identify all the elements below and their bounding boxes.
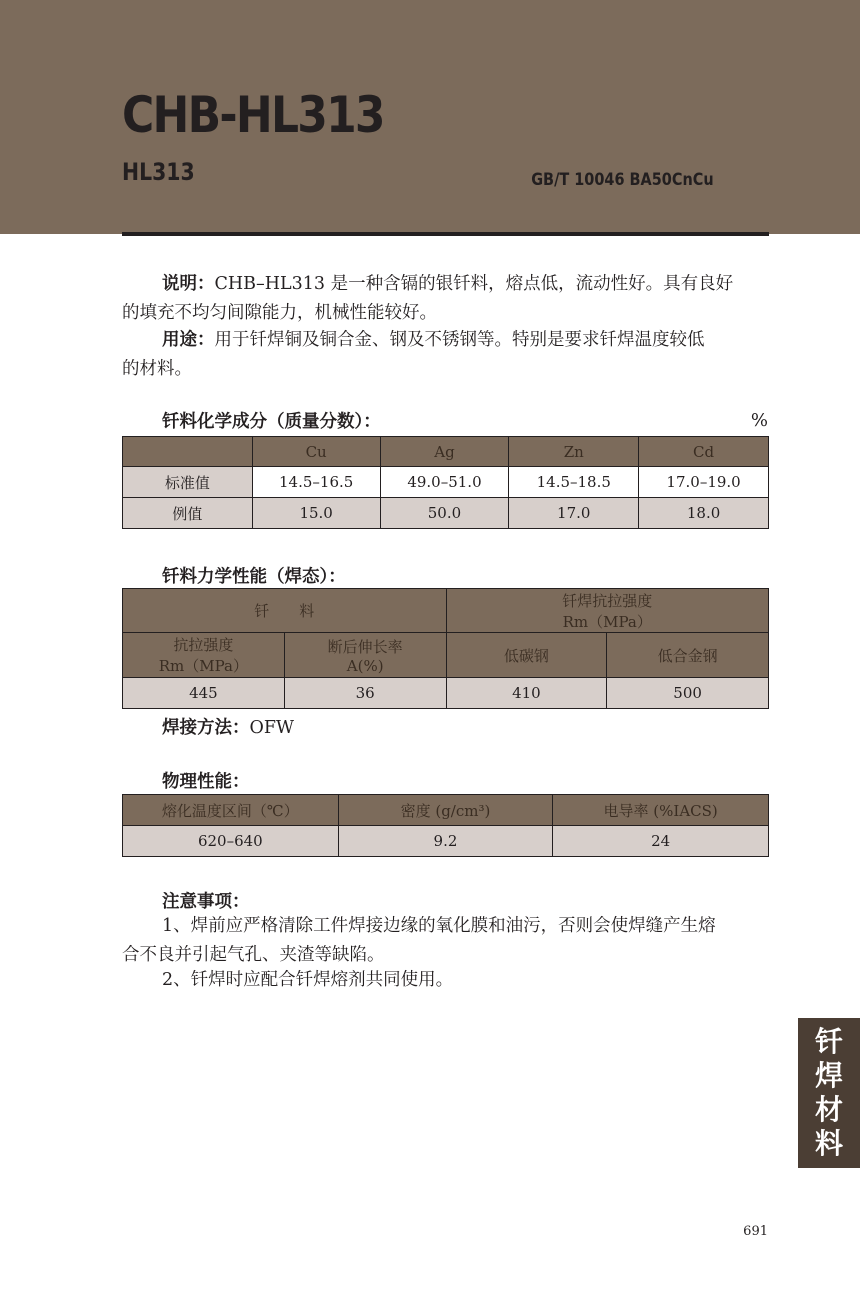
description-text-2: 的填充不均匀间隙能力，机械性能较好。 <box>122 303 437 323</box>
chemistry-cell: 14.5–16.5 <box>252 467 380 498</box>
side-tab-char: 料 <box>814 1127 843 1160</box>
welding-value: OFW <box>249 718 294 738</box>
mechanical-group-brazed <box>446 589 768 633</box>
description-text-1: CHB–HL313 是一种含镉的银钎料，熔点低，流动性好。具有良好 <box>214 274 734 294</box>
notes-item-2-text: 2、钎焊时应配合钎焊熔剂共同使用。 <box>162 970 454 990</box>
physical-cell: 620–640 <box>123 826 339 857</box>
chemistry-cell: 15.0 <box>252 498 380 529</box>
mechanical-header-low-carbon: 低碳钢 <box>446 633 607 678</box>
physical-table <box>122 794 769 857</box>
mechanical-title: 钎料力学性能（焊态）： <box>162 567 346 587</box>
mechanical-header-low-alloy: 低合金钢 <box>607 633 769 678</box>
standard-code: GB/T 10046 BA50CnCu <box>531 170 714 190</box>
chemistry-header-ag: Ag <box>380 437 509 467</box>
mechanical-header-tensile <box>123 633 285 678</box>
notes-title: 注意事项： <box>162 892 250 912</box>
physical-title: 物理性能： <box>162 772 250 792</box>
chemistry-table <box>122 436 769 529</box>
mechanical-cell: 500 <box>607 678 769 709</box>
mechanical-table <box>122 588 769 709</box>
chemistry-unit: % <box>750 410 768 431</box>
chemistry-cell: 50.0 <box>380 498 509 529</box>
mechanical-cell: 36 <box>284 678 446 709</box>
notes-item-1 <box>122 912 769 970</box>
physical-cell: 9.2 <box>338 826 553 857</box>
side-tab-char: 材 <box>814 1093 843 1126</box>
usage-label: 用途： <box>162 330 215 350</box>
chemistry-title: 钎料化学成分（质量分数）： <box>162 412 381 432</box>
notes-item-1-line2: 合不良并引起气孔、夹渣等缺陷。 <box>122 945 385 965</box>
chemistry-row-label: 例值 <box>123 498 253 529</box>
chemistry-header-cu: Cu <box>252 437 380 467</box>
physical-header-conductivity: 电导率 (%IACS) <box>553 795 769 826</box>
chemistry-header-zn: Zn <box>509 437 639 467</box>
mechanical-header-tensile-line2: Rm（MPa） <box>158 657 249 675</box>
physical-cell: 24 <box>553 826 769 857</box>
product-subtitle: HL313 <box>122 158 195 186</box>
chemistry-row-label: 标准值 <box>123 467 253 498</box>
description-paragraph <box>122 270 769 328</box>
mechanical-cell: 445 <box>123 678 285 709</box>
header-rule <box>122 232 769 236</box>
welding-method <box>162 714 294 739</box>
mechanical-header-elongation <box>284 633 446 678</box>
notes-item-2 <box>122 966 769 995</box>
welding-label: 焊接方法： <box>162 718 250 738</box>
mechanical-header-tensile-line1: 抗拉强度 <box>173 636 234 654</box>
page-number: 691 <box>743 1224 768 1239</box>
notes-item-1-line1: 1、焊前应严格清除工件焊接边缘的氧化膜和油污，否则会使焊缝产生熔 <box>162 916 716 936</box>
product-title: CHB-HL313 <box>122 86 384 144</box>
mechanical-group-brazed-line1: 钎焊抗拉强度 <box>562 591 653 610</box>
chemistry-cell: 17.0 <box>509 498 639 529</box>
chemistry-header-blank <box>123 437 253 467</box>
mechanical-group-filler: 钎 料 <box>123 589 447 633</box>
chemistry-header-cd: Cd <box>639 437 769 467</box>
physical-header-melting: 熔化温度区间（℃） <box>123 795 339 826</box>
mechanical-header-elongation-line2: A(%) <box>346 656 384 675</box>
physical-header-density: 密度 (g/cm³) <box>338 795 553 826</box>
description-label: 说明： <box>162 274 215 294</box>
chemistry-cell: 17.0–19.0 <box>639 467 769 498</box>
chemistry-cell: 18.0 <box>639 498 769 529</box>
mechanical-header-elongation-line1: 断后伸长率 <box>327 637 403 656</box>
side-tab-char: 钎 <box>814 1025 843 1058</box>
chemistry-cell: 14.5–18.5 <box>509 467 639 498</box>
mechanical-group-brazed-line2: Rm（MPa） <box>562 612 652 631</box>
usage-text-2: 的材料。 <box>122 359 192 379</box>
section-side-tab <box>798 1018 860 1168</box>
mechanical-cell: 410 <box>446 678 607 709</box>
side-tab-char: 焊 <box>814 1059 843 1092</box>
usage-text-1: 用于钎焊铜及铜合金、钢及不锈钢等。特别是要求钎焊温度较低 <box>214 330 705 350</box>
chemistry-cell: 49.0–51.0 <box>380 467 509 498</box>
usage-paragraph <box>122 326 769 384</box>
header-band <box>0 0 860 234</box>
